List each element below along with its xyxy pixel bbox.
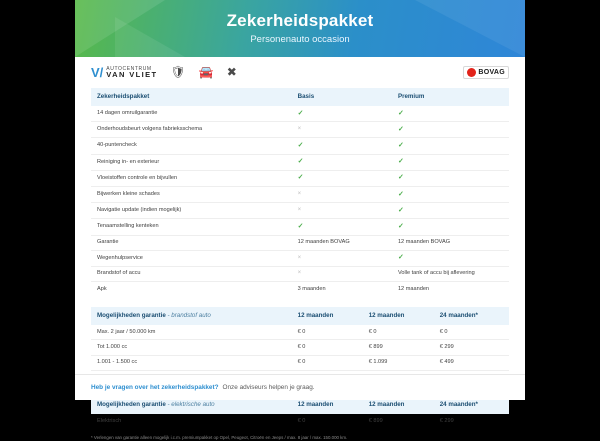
col-header-premium: Premium [392,88,509,106]
check-icon: ✓ [397,190,404,198]
brand-bar [75,57,525,88]
cell-text: Volle tank of accu bij aflevering [397,270,475,277]
check-icon: ✓ [297,109,304,117]
check-icon: ✓ [397,141,404,149]
col-header-warranty-fuel: Mogelijkheden garantie - brandstof auto [91,307,292,325]
cell-basis [292,138,392,154]
check-icon: ✓ [397,158,404,166]
table-row [91,203,509,219]
table-row [91,282,509,297]
col-header-wf-2: 12 maanden [363,307,434,325]
cell-price-3: € 499 [434,355,509,370]
cell-feature: Bijwerken kleine schades [91,186,292,202]
cell-text: 12 maanden BOVAG [397,239,451,246]
cross-icon: × [297,207,302,214]
cell-premium [392,235,509,250]
cell-price-2: € 1.099 [363,355,434,370]
cell-basis [292,203,392,219]
cell-basis [292,282,392,297]
table-row [91,219,509,235]
cell-premium [392,138,509,154]
cell-basis [292,106,392,122]
shield-icon: 🛡 [170,65,186,79]
cell-premium [392,203,509,219]
footer-answer: Onze adviseurs helpen je graag. [222,384,315,391]
cell-basis [292,186,392,202]
col-header-we-3: 24 maanden* [434,396,509,414]
check-icon: ✓ [397,174,404,182]
page-subtitle: Personenauto occasion [250,34,350,45]
wrench-icon: ✖ [226,65,237,79]
footer-question: Heb je vragen over het zekerheidspakket? [91,384,219,391]
check-icon: ✓ [397,109,404,117]
cell-feature: Onderhoudsbeurt volgens fabrieksschema [91,122,292,138]
cell-basis [292,170,392,186]
cell-text: 3 maanden [297,285,326,292]
footer-cta [75,374,525,400]
cell-feature: Garantie [91,235,292,250]
bovag-logo [463,66,509,79]
check-icon: ✓ [397,222,404,230]
cell-premium [392,122,509,138]
cell-premium [392,219,509,235]
table-row [91,250,509,266]
cross-icon: × [297,270,302,277]
cell-feature: Navigatie update (indien mogelijk) [91,203,292,219]
cell-price-1: € 0 [292,340,363,355]
col-header-wf-1: 12 maanden [292,307,363,325]
cell-price-1: € 0 [292,355,363,370]
package-table [91,88,509,296]
cell-price-2: € 899 [363,340,434,355]
cell-price-1: € 0 [292,325,363,340]
check-icon: ✓ [297,174,304,182]
col-header-wf-3: 24 maanden* [434,307,509,325]
cell-premium [392,186,509,202]
cell-feature: Apk [97,285,107,292]
cell-feature: 14 dagen omruilgarantie [91,106,292,122]
cell-premium [392,154,509,170]
check-icon: ✓ [397,125,404,133]
col-header-basis: Basis [292,88,392,106]
cell-premium [392,250,509,266]
cell-label: 1.001 - 1.500 cc [91,355,292,370]
cell-basis [292,219,392,235]
table-row [91,138,509,154]
cell-basis [292,154,392,170]
dealer-logo-line2: VAN VLIET [106,70,158,79]
cell-feature: Vloeistoffen controle en bijvullen [91,170,292,186]
col-header-warranty-electric: Mogelijkheden garantie - elektrische auto [91,396,292,414]
cell-feature: Tenaamstelling kenteken [91,219,292,235]
cell-feature: Reiniging in- en exterieur [91,154,292,170]
cell-premium [392,106,509,122]
footnote-text: * Verlengen van garantie alleen mogelijk i.c.m. premiumpakket op Opel, Peugeot, Citroën en Jeeps / max. 8 jaar / max. 150.000 km. [91,435,348,441]
cell-price-3: € 0 [434,325,509,340]
table-row [91,325,509,340]
cross-icon: × [297,126,302,133]
check-icon: ✓ [397,206,404,214]
cell-price-2: € 899 [368,417,383,424]
table-row [91,340,509,355]
cell-price-3: € 299 [439,417,454,424]
cell-label: Elektrisch [97,417,122,424]
warranty-electric-table [91,396,509,428]
table-header-row [91,307,509,325]
table-header-row [91,88,509,106]
table-row [91,154,509,170]
check-icon: ✓ [297,141,304,149]
col-header-we-1: 12 maanden [292,396,363,414]
cell-text: 12 maanden BOVAG [297,239,350,246]
cell-feature: Wegenhulpservice [91,250,292,266]
cross-icon: × [297,191,302,198]
cell-premium [392,282,509,297]
table-row [91,170,509,186]
page-title: Zekerheidspakket [226,11,374,30]
cell-premium [392,266,509,281]
document-page [75,0,525,441]
bovag-label: BOVAG [478,68,505,76]
cell-label: Tot 1.000 cc [91,340,292,355]
check-icon: ✓ [297,222,304,230]
cell-feature: Brandstof of accu [91,266,292,281]
col-header-we-2: 12 maanden [363,396,434,414]
cross-icon: × [297,254,302,261]
table-row [91,266,509,281]
cell-basis [292,235,392,250]
cell-basis [292,266,392,281]
dealer-logo [91,66,158,79]
cell-feature: 40-puntencheck [91,138,292,154]
vv-mark-icon: V/ [91,64,104,80]
table-row [91,186,509,202]
cell-text: 12 maanden [397,285,430,292]
cell-price-2: € 0 [363,325,434,340]
table-row [91,355,509,370]
table-row [91,235,509,250]
cell-basis [292,122,392,138]
table-row [91,122,509,138]
check-icon: ✓ [397,254,404,262]
cell-premium [392,170,509,186]
cell-basis [292,250,392,266]
table-row [91,414,509,428]
cell-label: Max. 2 jaar / 50.000 km [91,325,292,340]
cell-price-1: € 0 [297,417,306,424]
col-header-feature: Zekerheidspakket [91,88,292,106]
document-header [75,0,525,57]
cell-price-3: € 299 [434,340,509,355]
dealer-logo-line1: AUTOCENTRUM [106,65,152,72]
check-icon: ✓ [297,158,304,166]
table-row [91,106,509,122]
car-icon: 🚘 [198,65,214,79]
bovag-dot-icon [467,68,476,77]
